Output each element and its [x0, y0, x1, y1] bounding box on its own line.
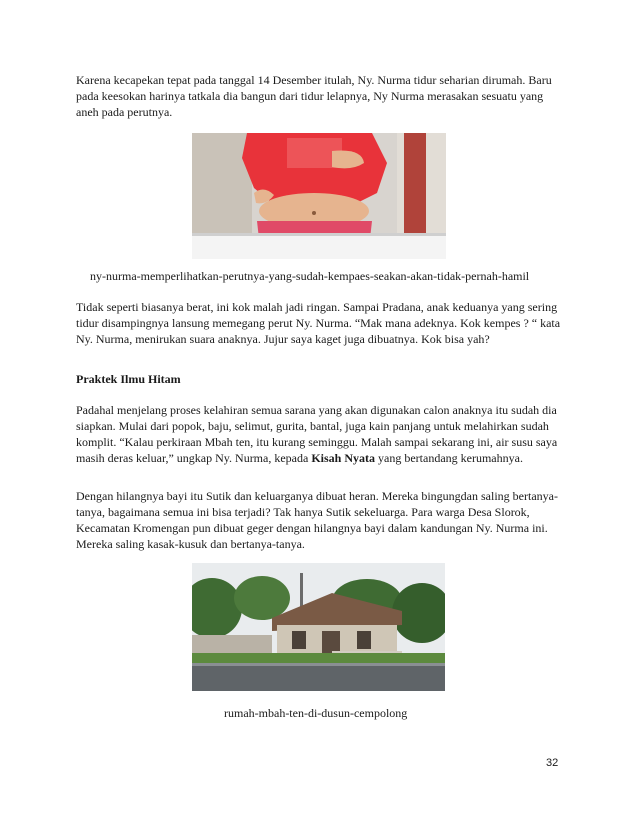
page-number: 32	[546, 757, 559, 769]
section-heading: Praktek Ilmu Hitam	[76, 372, 181, 386]
paragraph-preparations	[76, 402, 566, 466]
caption-photo-belly: ny-nurma-memperlihatkan-perutnya-yang-sudah-kempaes-seakan-akan-tidak-pernah-hamil	[90, 269, 530, 283]
photo-house	[192, 563, 445, 691]
publication-name: Kisah Nyata	[311, 451, 376, 465]
photo-house-illustration	[192, 563, 445, 691]
paragraph-villagers: Dengan hilangnya bayi itu Sutik dan keluarganya dibuat heran. Mereka bingungdan saling bertanya-tanya, bagaimana semua ini bisa terjadi? Tak hanya Sutik sekeluarga. Para warga Desa Slorok, Kecamatan Kromengan pun dibuat geger dengan hilangnya bayi dalam kandungan Ny. Nurma ini. Mereka saling kasak-kusuk dan bertanya-tanya.	[76, 489, 558, 551]
paragraph-intro: Karena kecapekan tepat pada tanggal 14 Desember itulah, Ny. Nurma tidur seharian dirumah. Baru pada keesokan harinya tatkala dia bangun dari tidur lelapnya, Ny Nurma merasakan sesuatu yang aneh pada perutnya.	[76, 73, 552, 119]
caption-photo-house: rumah-mbah-ten-di-dusun-cempolong	[224, 706, 408, 720]
paragraph-preparations-text: Padahal menjelang proses kelahiran semua sarana yang akan digunakan calon anaknya itu sudah dia siapkan. Mulai dari popok, baju, selimut, gurita, bantal, juga kain panjang untuk melahirkan sudah komplit. “Kalau perkiraan Mbah ten, itu kurang seminggu. Malah sampai sekarang ini, air susu saya masih deras keluar,” ungkap Ny. Nurma, kepada	[76, 403, 558, 465]
photo-belly-illustration	[192, 133, 446, 259]
paragraph-preparations-tail: yang bertandang kerumahnya.	[375, 451, 523, 465]
photo-belly	[192, 133, 446, 259]
paragraph-light-belly: Tidak seperti biasanya berat, ini kok malah jadi ringan. Sampai Pradana, anak keduanya yang sering tidur disampingnya lansung memegang perut Ny. Nurma. “Mak mana adeknya. Kok kempes ? “ kata Ny. Nurma, menirukan suara anaknya. Jujur saya kaget juga dibuatnya. Kok bisa yah?	[76, 300, 561, 346]
